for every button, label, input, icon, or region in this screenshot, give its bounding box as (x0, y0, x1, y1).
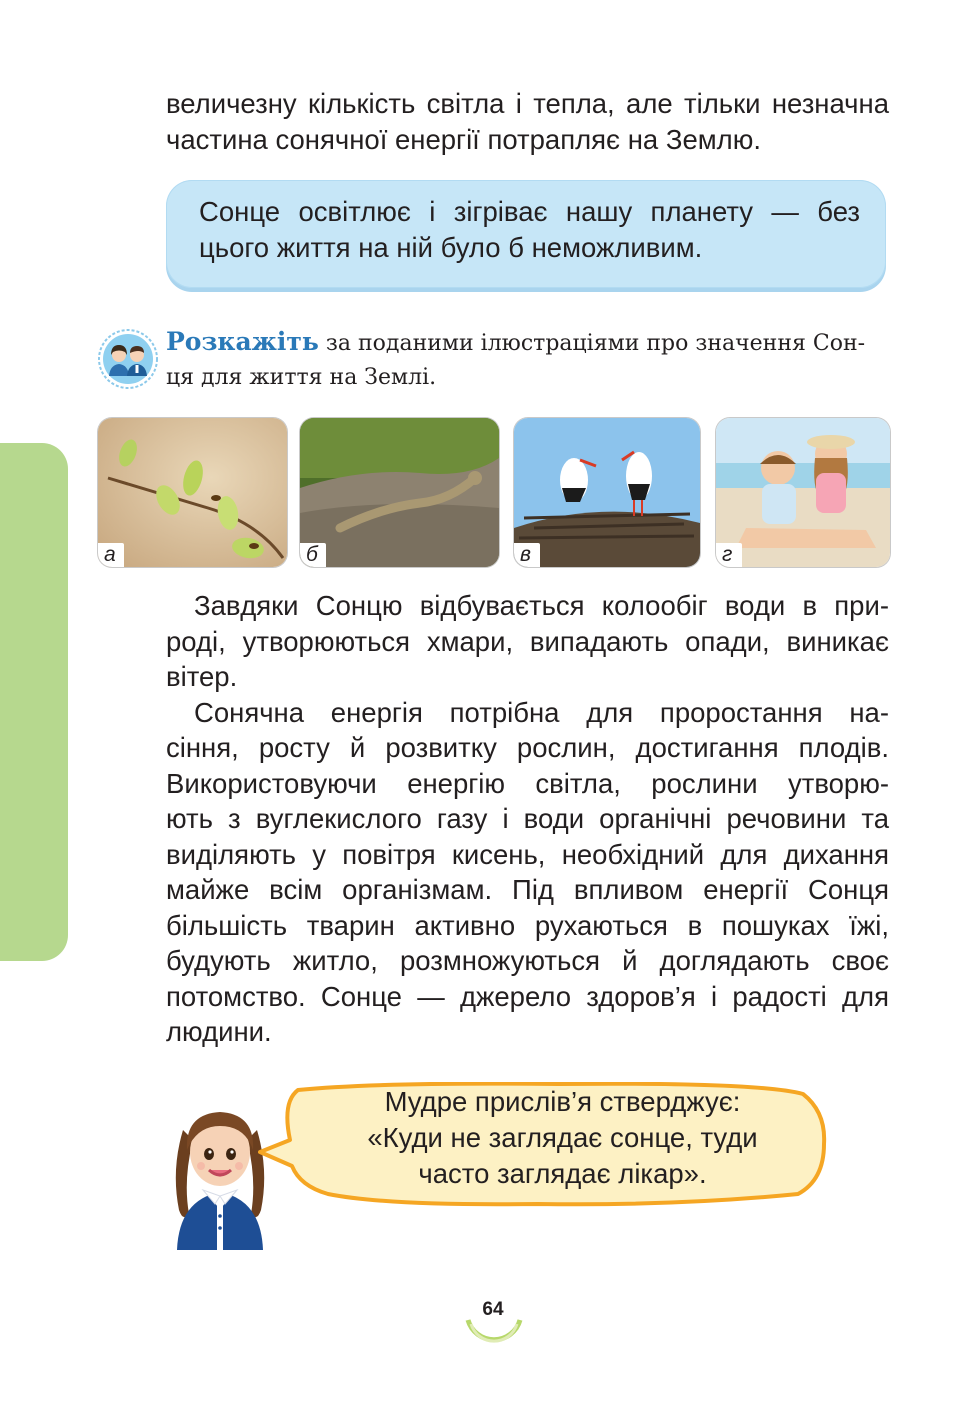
intro-line: частина сонячної енергії потрапляє на Землю. (166, 123, 761, 155)
paragraph-2 (166, 695, 889, 1050)
proverb-line: часто заглядає лікар». (418, 1158, 707, 1189)
task-line-2: ця для життя на Землі. (166, 365, 437, 390)
task-line-1: за поданими ілюстраціями про значення Сон- (318, 331, 866, 356)
intro-text (166, 86, 889, 157)
intro-line: величезну кількість світла і тепла, але тільки незначна (166, 88, 889, 119)
body-line: роді, утворюються хмари, випадають опади, виникає (166, 625, 889, 657)
task-lead-word: Розкажіть (166, 327, 319, 356)
photo-catkins (98, 418, 287, 567)
paragraph-1 (166, 588, 889, 695)
side-tab (0, 443, 68, 961)
rule-line: цього життя на ній було б неможливим. (199, 231, 703, 263)
photo-label: в (514, 543, 540, 567)
photo-children (716, 418, 890, 567)
proverb-text (300, 1084, 825, 1192)
body-line: виділяють у повітря кисень, необхідний для дихання (166, 838, 889, 870)
two-children-icon (97, 328, 159, 390)
body-line: ють з вуглекислого газу і води органічні речовини та (166, 803, 889, 834)
photo-label: а (98, 543, 124, 567)
body-line: сіння, росту й розвитку рослин, достигання плодів. (166, 732, 889, 763)
body-line: Використовуючи енергію світла, рослини утворю- (166, 767, 889, 799)
proverb-line: «Куди не заглядає сонце, туди (367, 1122, 758, 1153)
body-line: вітер. (166, 661, 238, 692)
body-line: Завдяки Сонцю відбувається колообіг води в при- (194, 590, 889, 621)
rule-line: Сонце освітлює і зігріває нашу планету — без (199, 196, 860, 227)
body-text (166, 588, 889, 1050)
page-number: 64 (482, 1299, 504, 1320)
task-text (166, 325, 888, 395)
body-line: будують житло, розмножуються й доглядають своє (166, 945, 889, 976)
photo-label: б (300, 543, 326, 567)
rule-text (199, 194, 860, 265)
photo-storks (514, 418, 700, 567)
photo-label: г (716, 543, 742, 567)
body-line: більшість тварин активно рухаються в пошуках їжі, (166, 909, 889, 941)
body-line: Сонячна енергія потрібна для проростання на- (194, 696, 889, 728)
body-line: людини. (166, 1016, 272, 1047)
photo-lizard (300, 418, 499, 567)
body-line: потомство. Сонце — джерело здоров’я і радості для (166, 980, 889, 1012)
proverb-line: Мудре прислів’я стверджує: (384, 1086, 741, 1117)
body-line: майже всім організмам. Під впливом енергії Сонця (166, 874, 889, 905)
